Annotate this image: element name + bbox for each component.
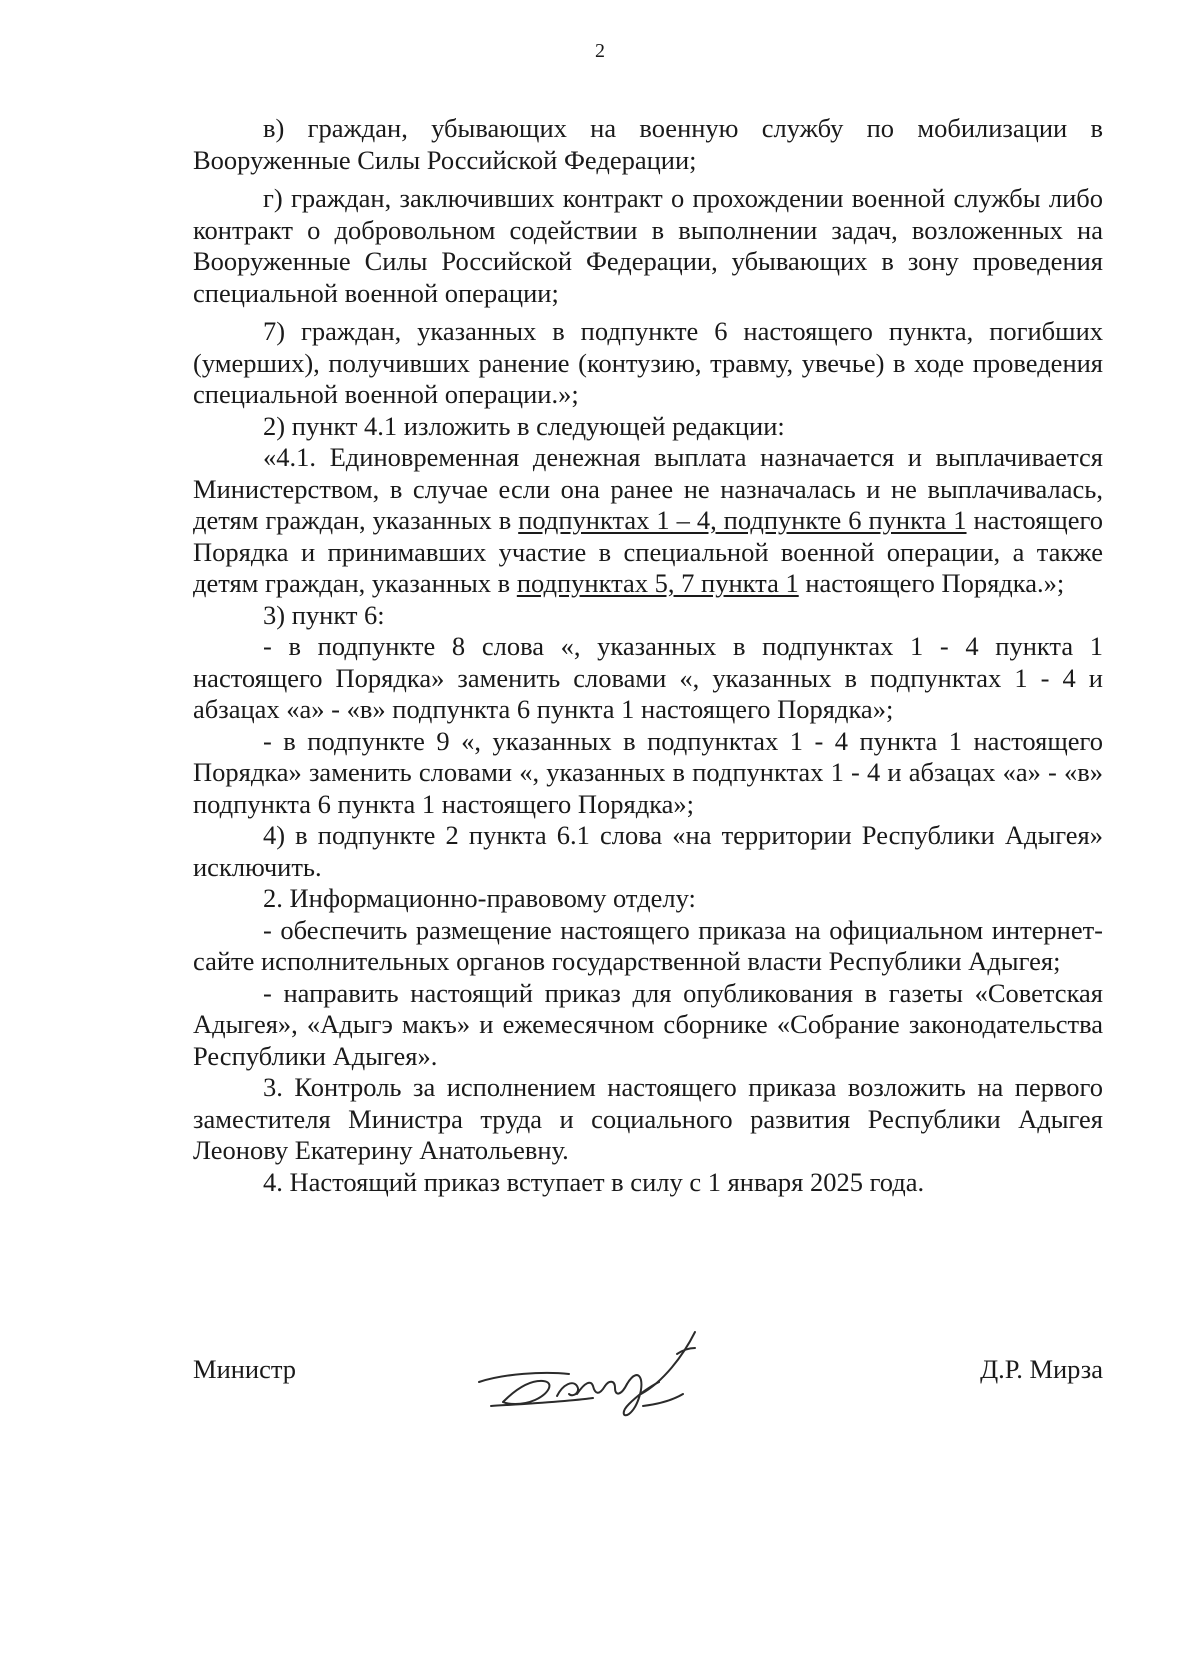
signatory-position: Министр [193, 1354, 297, 1384]
paragraph-item-3-dash-a: - в подпункте 8 слова «, указанных в подпунктах 1 - 4 пункта 1 настоящего Порядка» заменить словами «, указанных в подпунктах 1 - 4 и абзацах «а» - «в» подпункта 6 пункта 1 настоящего Порядка»; [193, 631, 1103, 724]
paragraph-subitem-v: в) граждан, убывающих на военную службу по мобилизации в Вооруженные Силы Российской Федерации; [193, 113, 1103, 175]
page-number: 2 [595, 40, 605, 62]
paragraph-item-4-1-text-b: настоящего Порядка и принимавших участие в специальной военной операции, а также детям граждан, указанных в [193, 505, 1103, 598]
paragraph-section-3: 3. Контроль за исполнением настоящего приказа возложить на первого заместителя Министра труда и социального развития Республики Адыгея Леонову Екатерину Анатольевну. [193, 1072, 1103, 1165]
paragraph-section-2: 2. Информационно-правовому отделу: [263, 883, 696, 913]
reference-link-subitems-5-7[interactable]: подпунктах 5, 7 пункта 1 [516, 568, 799, 598]
reference-link-subitems-1-4-6[interactable]: подпунктах 1 – 4, подпункте 6 пункта 1 [518, 505, 967, 535]
paragraph-item-2: 2) пункт 4.1 изложить в следующей редакции: [263, 410, 785, 441]
paragraph-item-4-1-text-c: настоящего Порядка.»; [798, 568, 1065, 598]
paragraph-item-3: 3) пункт 6: [263, 599, 385, 630]
signatory-name: Д.Р. Мирза [980, 1354, 1103, 1384]
paragraph-section-2-dash-b: - направить настоящий приказ для опубликования в газеты «Советская Адыгея», «Адыгэ макъ» и ежемесячном сборнике «Собрание законодательства Республики Адыгея». [193, 977, 1103, 1071]
paragraph-item-4-1 [193, 442, 1103, 600]
document-body [193, 113, 1103, 1198]
signature-block [193, 1336, 1103, 1426]
paragraph-section-2-dash-a: - обеспечить размещение настоящего приказа на официальном интернет-сайте исполнительных органов государственной власти Республики Адыгея; [193, 914, 1103, 976]
paragraph-subitem-g: г) граждан, заключивших контракт о прохождении военной службы либо контракт о добровольном содействии в выполнении задач, возложенных на Вооруженные Силы Российской Федерации, убывающих в зону проведения специальной военной операции; [193, 183, 1103, 308]
paragraph-item-4-1-text-a: «4.1. Единовременная денежная выплата назначается и выплачивается Министерством, в случае если она ранее не назначалась и не выплачивалась, детям граждан, указанных в [193, 442, 1103, 535]
handwritten-signature [473, 1324, 743, 1424]
paragraph-item-3-dash-b: - в подпункте 9 «, указанных в подпунктах 1 - 4 пункта 1 настоящего Порядка» заменить словами «, указанных в подпунктах 1 - 4 и абзацах «а» - «в» подпункта 6 пункта 1 настоящего Порядка»; [193, 725, 1103, 819]
paragraph-section-4: 4. Настоящий приказ вступает в силу с 1 января 2025 года. [263, 1166, 925, 1197]
paragraph-subitem-7: 7) граждан, указанных в подпункте 6 настоящего пункта, погибших (умерших), получивших ранение (контузию, травму, увечье) в ходе проведения специальной военной операции.»; [193, 316, 1103, 409]
paragraph-item-4: 4) в подпункте 2 пункта 6.1 слова «на территории Республики Адыгея» исключить. [193, 820, 1103, 882]
